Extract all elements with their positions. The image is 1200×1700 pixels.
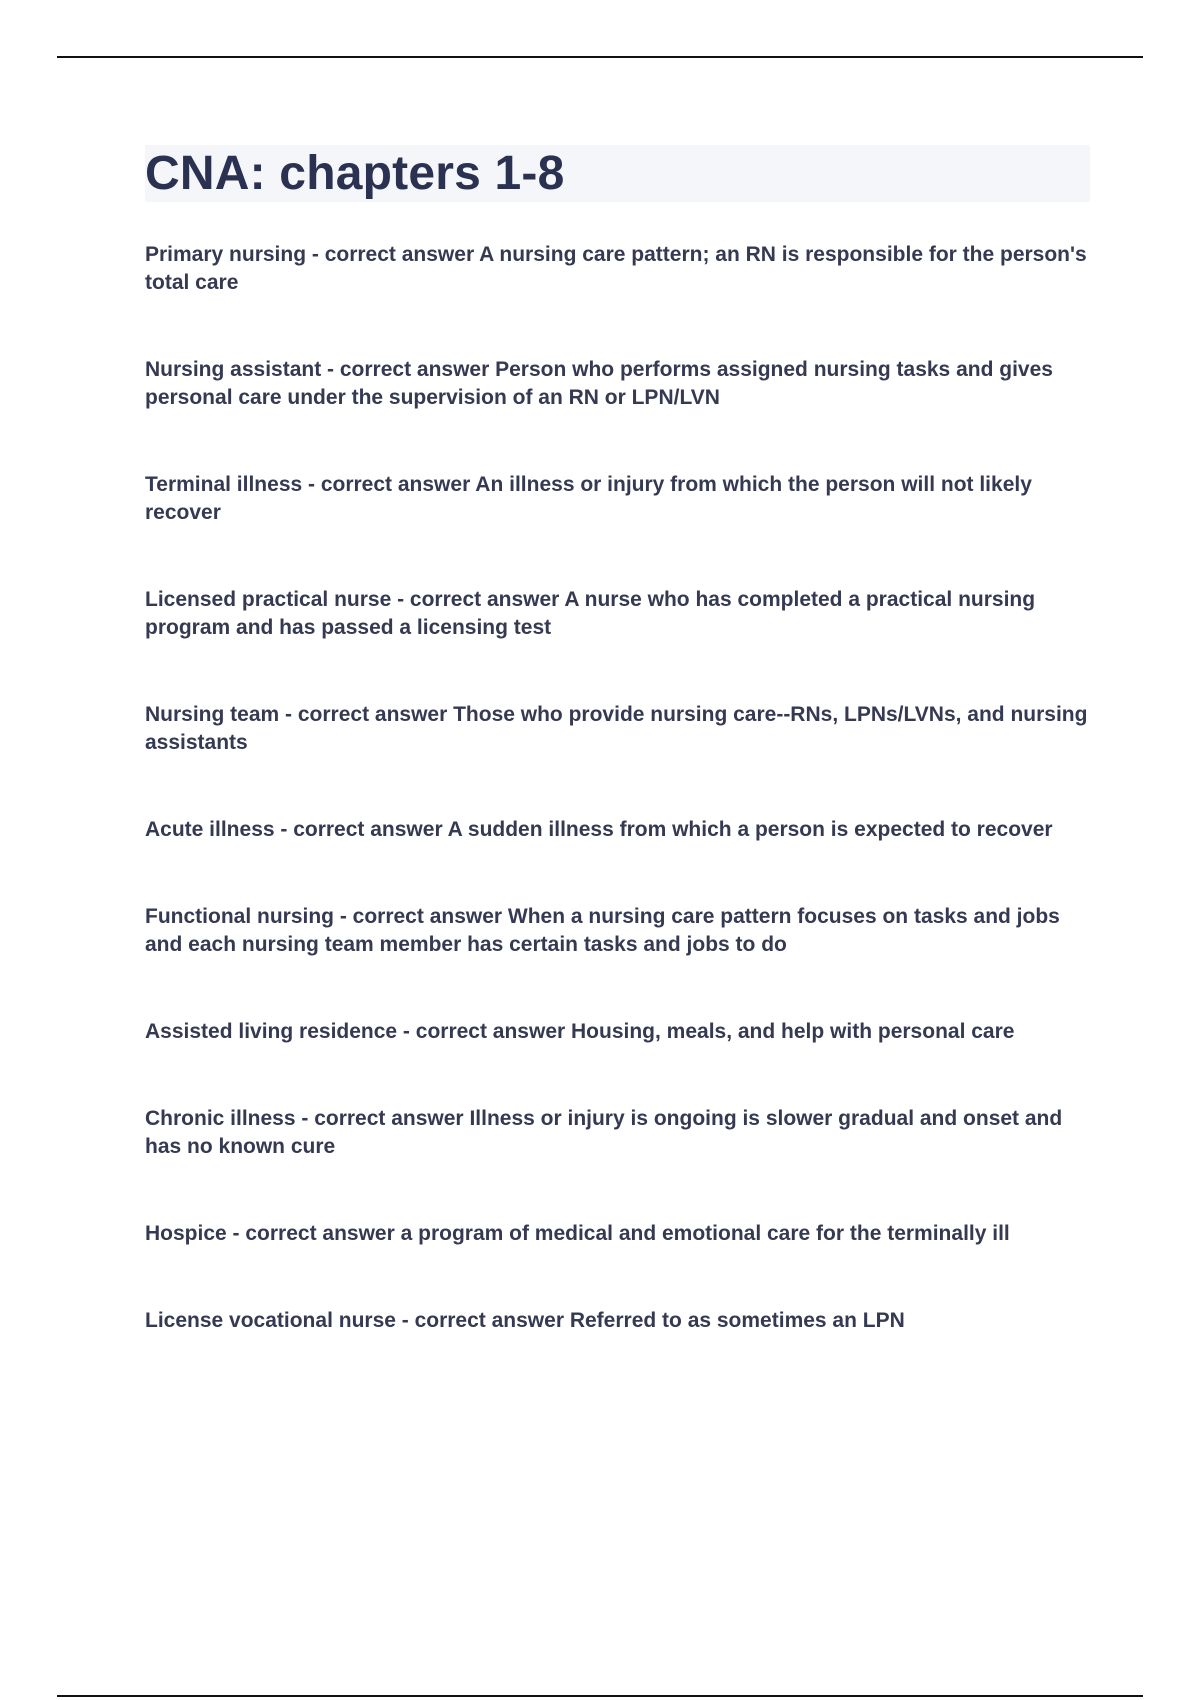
qa-entry-functional-nursing: Functional nursing - correct answer When a nursing care pattern focuses on tasks and jobs and each nursing team member has certain tasks and jobs to do <box>145 905 1060 956</box>
bottom-divider <box>57 1695 1143 1697</box>
qa-entry-primary-nursing: Primary nursing - correct answer A nursing care pattern; an RN is responsible for the person's total care <box>145 243 1087 294</box>
qa-entry-license-vocational-nurse: License vocational nurse - correct answer Referred to as sometimes an LPN <box>145 1309 905 1332</box>
qa-entry-hospice: Hospice - correct answer a program of medical and emotional care for the terminally ill <box>145 1222 1010 1245</box>
document-body <box>145 145 1090 1394</box>
qa-entry-nursing-assistant: Nursing assistant - correct answer Person who performs assigned nursing tasks and gives personal care under the supervision of an RN or LPN/LVN <box>145 358 1053 409</box>
qa-list <box>145 241 1090 1335</box>
qa-entry-terminal-illness: Terminal illness - correct answer An illness or injury from which the person will not likely recover <box>145 473 1032 524</box>
qa-entry-nursing-team: Nursing team - correct answer Those who provide nursing care--RNs, LPNs/LVNs, and nursing assistants <box>145 703 1088 754</box>
title-band <box>145 145 1090 202</box>
qa-entry-acute-illness: Acute illness - correct answer A sudden illness from which a person is expected to recover <box>145 818 1053 841</box>
top-divider <box>57 56 1143 58</box>
qa-entry-chronic-illness: Chronic illness - correct answer Illness or injury is ongoing is slower gradual and onset and has no known cure <box>145 1107 1063 1158</box>
qa-entry-assisted-living-residence: Assisted living residence - correct answer Housing, meals, and help with personal care <box>145 1020 1015 1043</box>
qa-entry-licensed-practical-nurse: Licensed practical nurse - correct answer A nurse who has completed a practical nursing program and has passed a licensing test <box>145 588 1036 639</box>
page-title: CNA: chapters 1-8 <box>145 146 565 200</box>
